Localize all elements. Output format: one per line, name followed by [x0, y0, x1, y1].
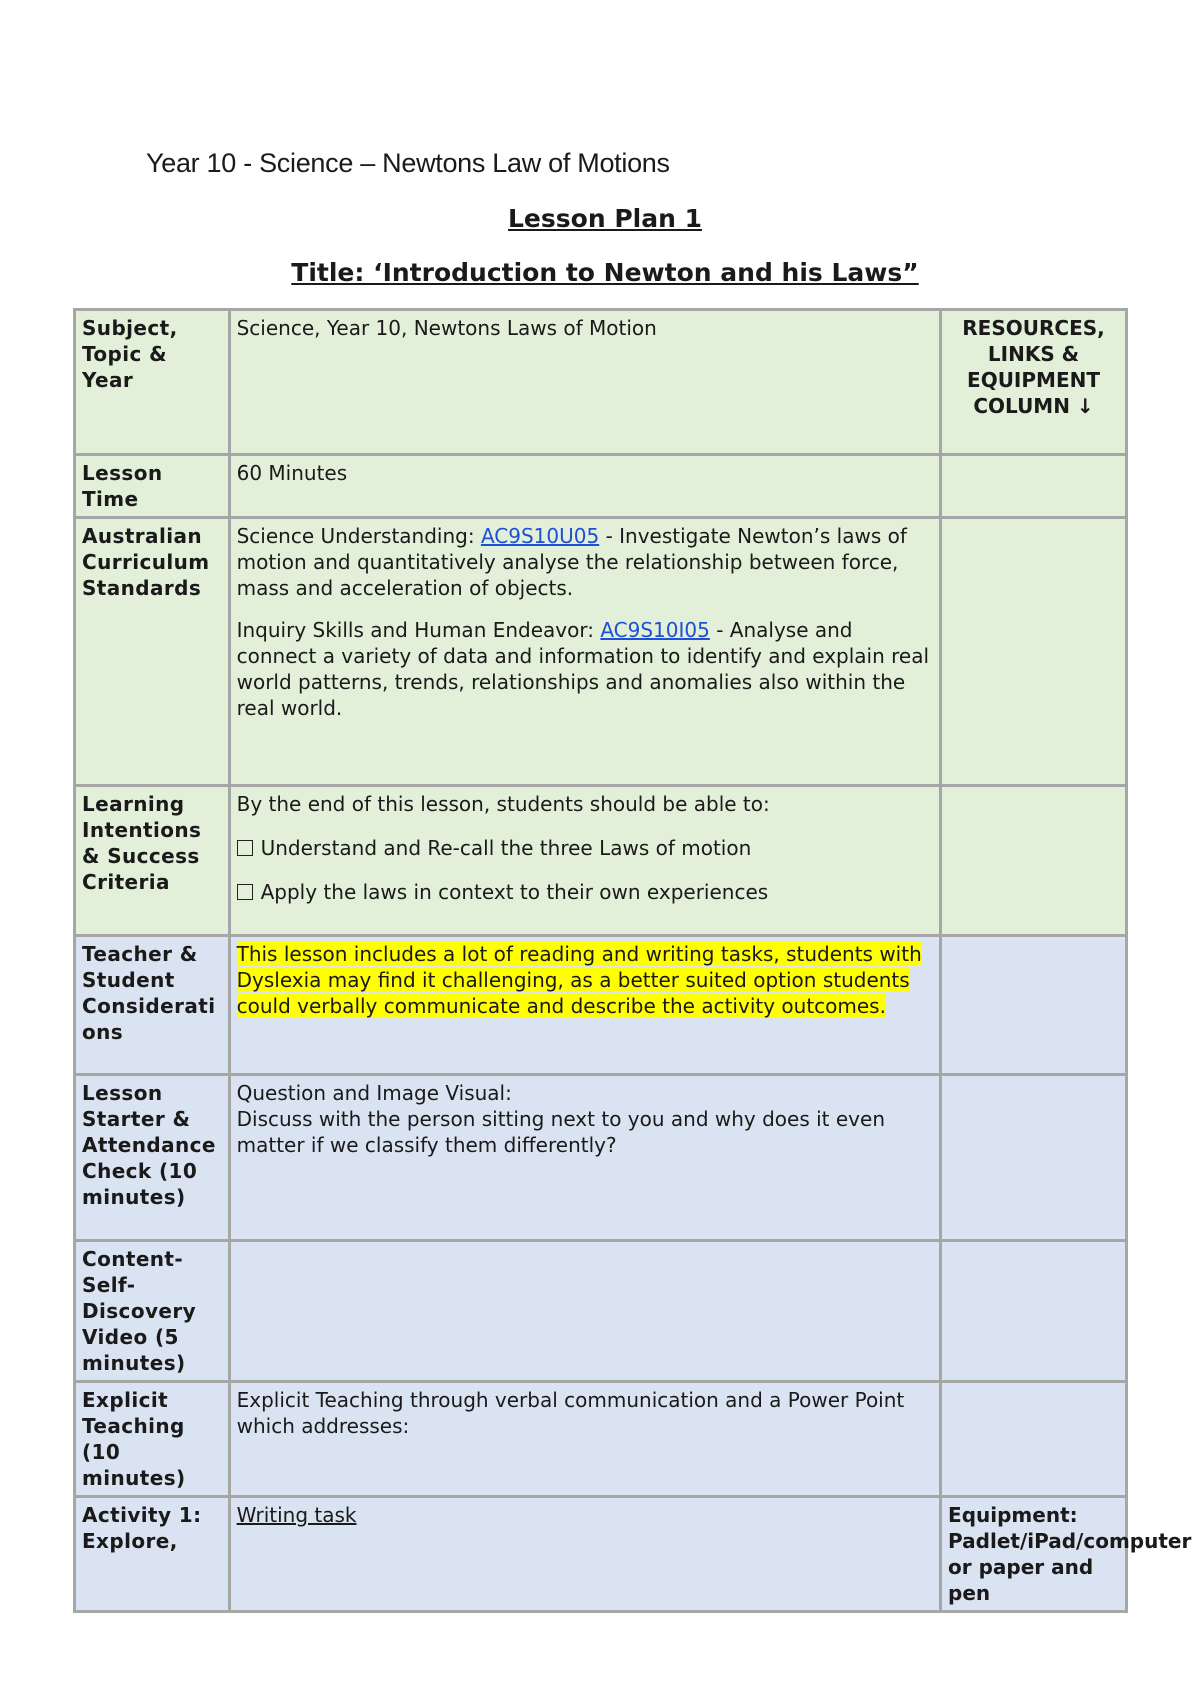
curriculum-prefix: Inquiry Skills and Human Endeavor: — [236, 618, 601, 642]
resource-cell — [941, 1241, 1127, 1382]
row-content-considerations — [229, 936, 940, 1075]
table-row — [75, 455, 1127, 518]
lesson-title: Title: ‘Introduction to Newton and his Laws” — [291, 258, 919, 287]
table-row — [75, 1497, 1127, 1612]
table-row — [75, 1075, 1127, 1241]
resource-cell — [941, 1382, 1127, 1497]
row-label-subject: Subject, Topic & Year — [75, 310, 230, 455]
resource-cell — [941, 786, 1127, 936]
row-label-curriculum: Australian Curriculum Standards — [75, 518, 230, 786]
row-content-activity — [229, 1497, 940, 1612]
row-label-explicit: Explicit Teaching (10 minutes) — [75, 1382, 230, 1497]
table-row — [75, 1382, 1127, 1497]
row-content-time: 60 Minutes — [229, 455, 940, 518]
table-row — [75, 518, 1127, 786]
row-content-starter — [229, 1075, 940, 1241]
table-row — [75, 936, 1127, 1075]
row-content-subject: Science, Year 10, Newtons Laws of Motion — [229, 310, 940, 455]
row-label-starter: Lesson Starter & Attendance Check (10 minutes) — [75, 1075, 230, 1241]
row-label-considerations: Teacher & Student Considerati ons — [75, 936, 230, 1075]
document-title: Year 10 - Science – Newtons Law of Motions — [146, 148, 670, 178]
curriculum-description: - Investigate Newton’s laws of motion and quantitatively analyse the relationship between force, mass and acceleration of objects. — [236, 524, 907, 600]
criterion-text: Understand and Re-call the three Laws of motion — [260, 836, 752, 860]
curriculum-prefix: Science Understanding: — [236, 524, 481, 548]
row-content-explicit: Explicit Teaching through verbal communication and a Power Point which addresses: — [229, 1382, 940, 1497]
resource-cell — [941, 518, 1127, 786]
row-label-content: Content- Self- Discovery Video (5 minutes) — [75, 1241, 230, 1382]
resource-cell — [941, 936, 1127, 1075]
curriculum-code-link[interactable]: AC9S10I05 — [600, 618, 710, 642]
row-label-activity: Activity 1: Explore, — [75, 1497, 230, 1612]
success-criterion — [237, 835, 933, 861]
table-row — [75, 1241, 1127, 1382]
writing-task-label: Writing task — [236, 1503, 357, 1527]
intentions-intro: By the end of this lesson, students should be able to: — [236, 792, 770, 816]
curriculum-code-link[interactable]: AC9S10U05 — [480, 524, 600, 548]
lesson-plan-heading: Lesson Plan 1 — [508, 204, 702, 233]
table-row — [75, 310, 1127, 455]
checkbox-icon — [237, 840, 253, 856]
resources-column-header: RESOURCES, LINKS & EQUIPMENT COLUMN ↓ — [941, 310, 1127, 455]
starter-line: Question and Image Visual: — [236, 1081, 512, 1105]
row-content-content — [229, 1241, 940, 1382]
row-label-intentions: Learning Intentions & Success Criteria — [75, 786, 230, 936]
table-row — [75, 786, 1127, 936]
row-content-intentions — [229, 786, 940, 936]
success-criterion — [237, 879, 933, 905]
checkbox-icon — [237, 884, 253, 900]
row-label-time: Lesson Time — [75, 455, 230, 518]
curriculum-paragraph — [237, 617, 933, 721]
curriculum-description: - Analyse and connect a variety of data and information to identify and explain real world patterns, trends, relationships and anomalies also within the real world. — [236, 618, 930, 720]
starter-line: Discuss with the person sitting next to you and why does it even matter if we classify them differently? — [236, 1107, 885, 1157]
resource-cell — [941, 1075, 1127, 1241]
lesson-plan-table — [73, 308, 1192, 1613]
row-content-curriculum — [229, 518, 940, 786]
criterion-text: Apply the laws in context to their own experiences — [260, 880, 769, 904]
curriculum-paragraph — [237, 523, 933, 601]
activity-equipment: Equipment: Padlet/iPad/computer or paper and pen — [941, 1497, 1127, 1612]
highlighted-note: This lesson includes a lot of reading and writing tasks, students with Dyslexia may find it challenging, as a better suited option students could verbally communicate and describe the activity outcomes. — [236, 942, 922, 1018]
resource-cell — [941, 455, 1127, 518]
